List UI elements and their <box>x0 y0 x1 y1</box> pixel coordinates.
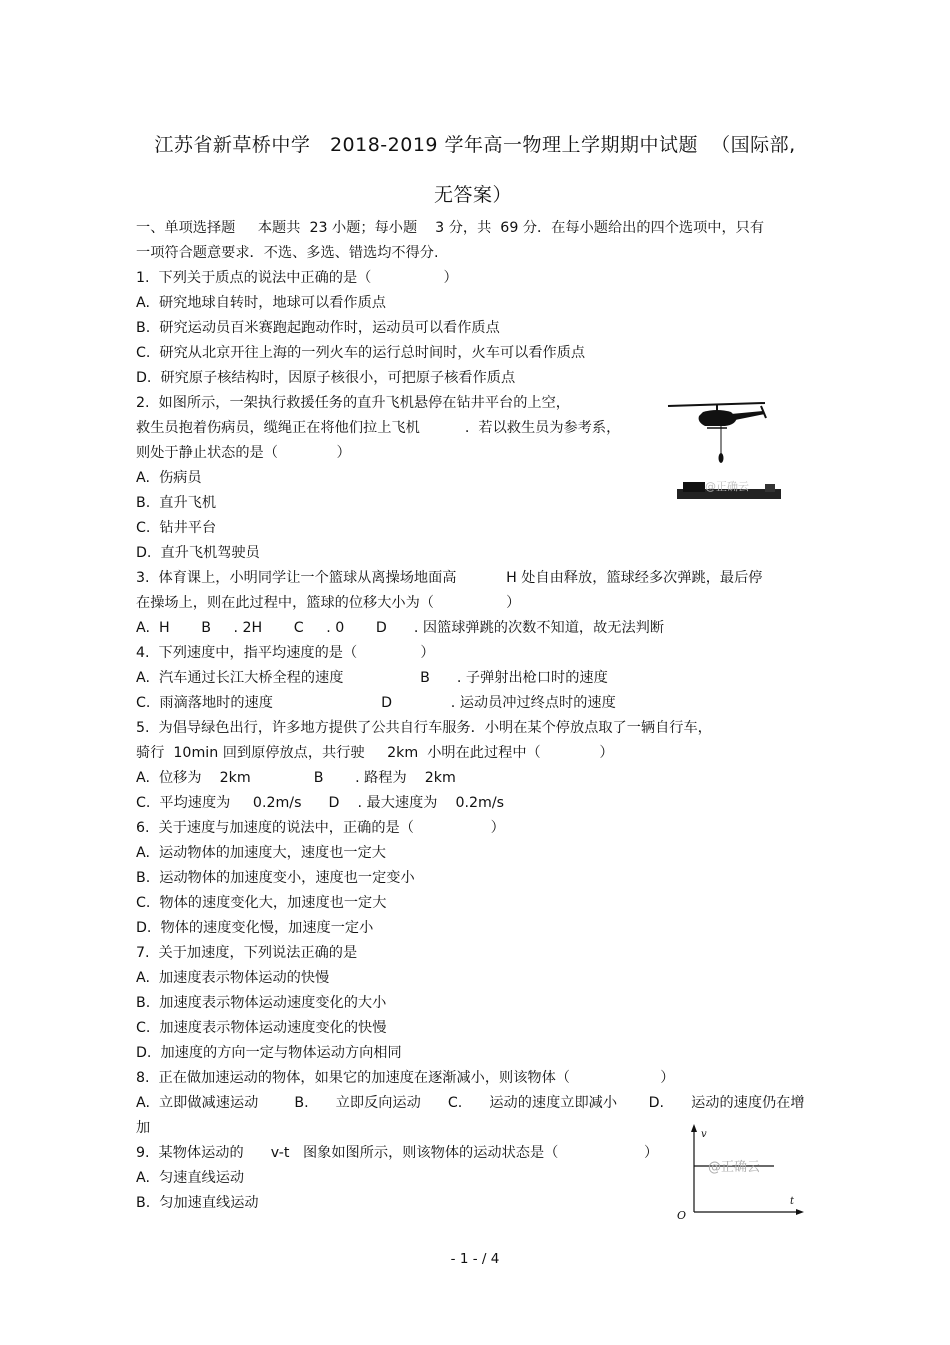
helicopter-icon <box>668 403 766 428</box>
options-line: A. H B . 2H C . 0 D . 因篮球弹跳的次数不知道，故无法判断 <box>136 620 665 636</box>
option-c: C. 加速度表示物体运动速度变化的快慢 <box>136 1020 387 1036</box>
option-c: C. 物体的速度变化大，加速度也一定大 <box>136 895 387 911</box>
rescuers-icon <box>719 453 724 463</box>
question-6: 6. 关于速度与加速度的说法中，正确的是（ ） <box>136 820 505 836</box>
text-line: 在操场上，则在此过程中，篮球的位移大小为（ ） <box>136 595 521 611</box>
axis-label-t: t <box>790 1196 795 1207</box>
v-axis-arrow-icon <box>691 1124 697 1132</box>
text-line: 一项符合题意要求．不选、多选、错选均不得分. <box>136 245 439 261</box>
question-1: 1. 下列关于质点的说法中正确的是（ ） <box>136 270 458 286</box>
option-d: D. 物体的速度变化慢，加速度一定小 <box>136 920 374 936</box>
helicopter-figure <box>665 398 790 508</box>
option-b: B. 加速度表示物体运动速度变化的大小 <box>136 995 387 1011</box>
option-b: B. 直升飞机 <box>136 495 217 511</box>
options-line: A. 位移为 2km B . 路程为 2km <box>136 770 456 786</box>
option-d: D. 直升飞机驾驶员 <box>136 545 260 561</box>
option-b: B. 匀加速直线运动 <box>136 1195 259 1211</box>
question-3: 3. 体育课上，小明同学让一个篮球从离操场地面高 H 处自由释放，篮球经多次弹跳，最后停 <box>136 570 763 586</box>
text-line: 则处于静止状态的是（ ） <box>136 445 351 461</box>
question-8: 8. 正在做加速运动的物体，如果它的加速度在逐渐减小，则该物体（ ） <box>136 1070 675 1086</box>
vt-graph-figure <box>672 1122 807 1224</box>
option-a: A. 运动物体的加速度大，速度也一定大 <box>136 845 386 861</box>
option-a: A. 匀速直线运动 <box>136 1170 245 1186</box>
question-7: 7. 关于加速度，下列说法正确的是 <box>136 945 358 961</box>
option-a: A. 加速度表示物体运动的快慢 <box>136 970 330 986</box>
text-line: 加 <box>136 1120 151 1136</box>
option-d: D. 研究原子核结构时，因原子核很小，可把原子核看作质点 <box>136 370 516 386</box>
option-a: A. 研究地球自转时，地球可以看作质点 <box>136 295 386 311</box>
option-d: D. 加速度的方向一定与物体运动方向相同 <box>136 1045 402 1061</box>
question-9: 9. 某物体运动的 v-t 图象如图所示，则该物体的运动状态是（ ） <box>136 1145 659 1161</box>
watermark: @正确云 <box>708 1160 761 1175</box>
question-4: 4. 下列速度中，指平均速度的是（ ） <box>136 645 435 661</box>
origin-label: O <box>677 1209 687 1222</box>
option-c: C. 钻井平台 <box>136 520 217 536</box>
option-b: B. 研究运动员百米赛跑起跑动作时，运动员可以看作质点 <box>136 320 500 336</box>
text-line: 救生员抱着伤病员，缆绳正在将他们拉上飞机 . 若以救生员为参考系， <box>136 420 621 436</box>
doc-title-line1: 江苏省新草桥中学 2018-2019 学年高一物理上学期期中试题 （国际部, <box>154 134 796 156</box>
t-axis-arrow-icon <box>796 1209 804 1215</box>
options-line: A. 汽车通过长江大桥全程的速度 B . 子弹射出枪口时的速度 <box>136 670 608 686</box>
question-5: 5. 为倡导绿色出行，许多地方提供了公共自行车服务．小明在某个停放点取了一辆自行车， <box>136 720 712 736</box>
options-line: C. 雨滴落地时的速度 D . 运动员冲过终点时的速度 <box>136 695 616 711</box>
watermark: @正确云 <box>705 480 749 493</box>
text-line: 骑行 10min 回到原停放点，共行驶 2km 小明在此过程中（ ） <box>136 745 614 761</box>
options-line: A. 立即做减速运动 B. 立即反向运动 C. 运动的速度立即减小 D. 运动的速度仍在增 <box>136 1095 805 1111</box>
option-b: B. 运动物体的加速度变小，速度也一定变小 <box>136 870 415 886</box>
text-line: 一、单项选择题 本题共 23 小题；每小题 3 分，共 69 分．在每小题给出的四个选项中，只有 <box>136 220 765 236</box>
option-a: A. 伤病员 <box>136 470 202 486</box>
doc-title-line2: 无答案） <box>434 184 513 206</box>
question-2: 2. 如图所示，一架执行救援任务的直升飞机悬停在钻井平台的上空， <box>136 395 570 411</box>
axis-label-v: v <box>701 1129 707 1140</box>
page-number: - 1 - / 4 <box>450 1251 500 1267</box>
option-c: C. 研究从北京开往上海的一列火车的运行总时间时，火车可以看作质点 <box>136 345 586 361</box>
options-line: C. 平均速度为 0.2m/s D . 最大速度为 0.2m/s <box>136 795 505 811</box>
